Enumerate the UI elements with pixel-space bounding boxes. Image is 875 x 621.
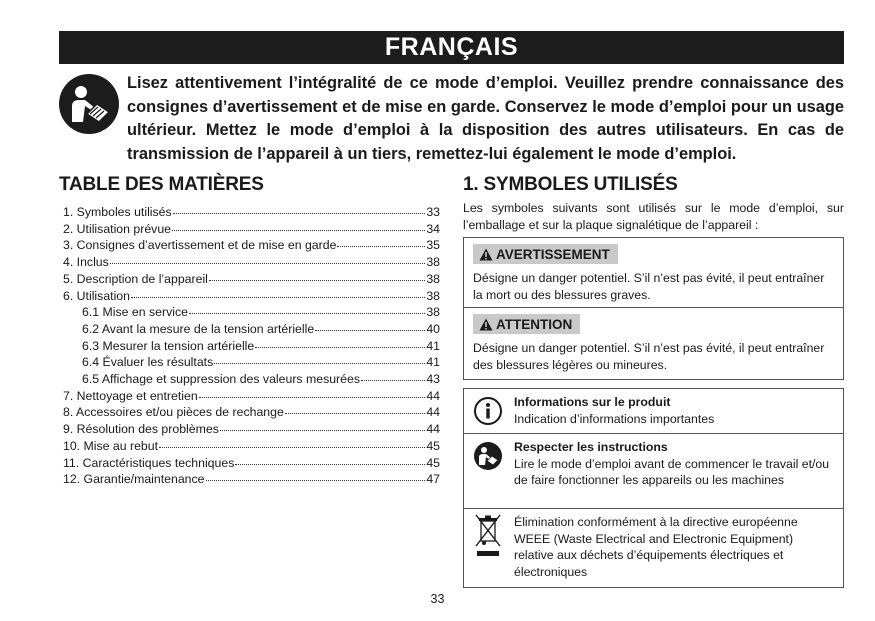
toc-item-title: 7. Nettoyage et entretien — [63, 388, 198, 403]
toc-item-page: 34 — [426, 221, 440, 236]
symbol-row — [464, 509, 843, 587]
warning-label — [473, 244, 618, 264]
symbol-text — [514, 439, 834, 489]
toc-item — [63, 388, 440, 405]
toc-item-title: 3. Consignes d’avertissement et de mise en garde — [63, 238, 337, 253]
toc-leader-dots — [214, 353, 425, 364]
toc-leader-dots — [199, 387, 426, 398]
toc-leader-dots — [110, 253, 426, 264]
toc-item — [63, 371, 440, 388]
toc-leader-dots — [285, 403, 426, 414]
toc-item — [63, 354, 440, 371]
toc-item-page: 33 — [426, 205, 440, 219]
toc-item — [63, 471, 440, 488]
toc-item-page: 41 — [426, 355, 440, 370]
toc-item-title: 8. Accessoires et/ou pièces de rechange — [63, 405, 284, 420]
toc-item — [63, 421, 440, 438]
toc-leader-dots — [361, 370, 425, 381]
toc-item-title: 1. Symboles utilisés — [63, 205, 172, 219]
symbol-description: Élimination conformément à la directive européenne WEEE (Waste Electrical and Electronic Equipment) relative aux déchets d’équipements électriques et électroniques — [514, 515, 798, 579]
read-instructions-icon — [473, 441, 503, 471]
toc-item-page: 38 — [426, 288, 440, 303]
symbols-intro: Les symboles suivants sont utilisés sur le mode d’emploi, sur l’emballage et sur la plaque signalétique de l’appareil : — [463, 201, 844, 232]
toc-item-page: 44 — [426, 388, 440, 403]
symbol-title: Informations sur le produit — [514, 395, 671, 409]
toc-item-title: 9. Résolution des problèmes — [63, 422, 219, 437]
toc-leader-dots — [337, 236, 425, 247]
toc-leader-dots — [189, 303, 425, 314]
toc-item-title: 4. Inclus — [63, 255, 109, 270]
toc-leader-dots — [255, 337, 425, 348]
toc-leader-dots — [209, 270, 425, 281]
warning-label-text: AVERTISSEMENT — [496, 246, 610, 262]
toc-item-title: 6.5 Affichage et suppression des valeurs mesurées — [82, 372, 360, 387]
toc-item-page: 38 — [426, 305, 440, 320]
warning-triangle-icon — [479, 248, 493, 261]
toc-item — [63, 288, 440, 305]
warning-triangle-icon — [479, 318, 493, 331]
toc-item — [63, 321, 440, 338]
toc-item-page: 47 — [426, 472, 440, 487]
toc-leader-dots — [235, 454, 425, 465]
read-manual-icon — [59, 74, 119, 134]
symbol-title: Respecter les instructions — [514, 440, 668, 454]
toc-item — [63, 254, 440, 271]
toc-item-title: 6. Utilisation — [63, 288, 130, 303]
caution-label — [473, 314, 580, 334]
symbol-row — [464, 434, 843, 509]
toc-item-title: 6.1 Mise en service — [82, 305, 188, 320]
toc-item — [63, 221, 440, 238]
language-banner — [59, 31, 844, 64]
toc-leader-dots — [206, 470, 426, 481]
toc-leader-dots — [315, 320, 425, 331]
page-number: 33 — [430, 592, 445, 606]
toc-leader-dots — [172, 220, 425, 231]
toc-leader-dots — [173, 203, 426, 214]
toc-item — [63, 304, 440, 321]
toc-item-title: 12. Garantie/maintenance — [63, 472, 205, 487]
table-of-contents — [63, 204, 440, 488]
caution-label-text: ATTENTION — [496, 316, 573, 332]
toc-item — [63, 338, 440, 355]
symbol-text — [514, 394, 834, 427]
toc-item-page: 44 — [426, 422, 440, 437]
toc-item-page: 41 — [426, 338, 440, 353]
toc-item — [63, 455, 440, 472]
toc-item-title: 6.2 Avant la mesure de la tension artérielle — [82, 321, 315, 336]
info-icon — [473, 396, 503, 426]
symbol-text — [514, 514, 834, 580]
toc-item-title: 10. Mise au rebut — [63, 438, 159, 453]
banner-title: FRANÇAIS — [384, 33, 519, 61]
intro-text: Lisez attentivement l’intégralité de ce mode d’emploi. Veuillez prendre connaissance des consignes d’avertissement et de mise en garde. Conservez le mode d’emploi pour un usage ultérieur. Mettez le mode d’emploi à la disposition des autres utilisateurs. En cas de transmission de l’appareil à un tiers, remettez-lui également le mode d’emploi. — [127, 74, 844, 163]
toc-item-title: 6.4 Évaluer les résultats — [82, 355, 214, 370]
toc-item — [63, 271, 440, 288]
toc-leader-dots — [220, 420, 425, 431]
toc-item-page: 45 — [426, 438, 440, 453]
toc-item-page: 38 — [426, 271, 440, 286]
symbols-heading: 1. SYMBOLES UTILISÉS — [463, 174, 678, 195]
symbol-row — [464, 389, 843, 434]
toc-item-page: 44 — [426, 405, 440, 420]
caution-box — [463, 307, 844, 380]
toc-item-title: 11. Caractéristiques techniques — [63, 455, 235, 470]
caution-description: Désigne un danger potentiel. S’il n’est pas évité, il peut entraîner des blessures légères ou mineures. — [473, 341, 825, 372]
toc-item-page: 35 — [426, 238, 440, 253]
toc-item — [63, 237, 440, 254]
symbols-table — [463, 388, 844, 588]
warning-box — [463, 237, 844, 310]
warning-description: Désigne un danger potentiel. S’il n’est pas évité, il peut entraîner la mort ou des blessures graves. — [473, 271, 825, 302]
toc-item-page: 43 — [426, 372, 440, 387]
toc-item — [63, 204, 440, 221]
toc-item-title: 5. Description de l’appareil — [63, 271, 208, 286]
toc-heading: TABLE DES MATIÈRES — [59, 174, 264, 195]
toc-item-page: 45 — [426, 455, 440, 470]
toc-item — [63, 438, 440, 455]
toc-item — [63, 404, 440, 421]
toc-item-title: 6.3 Mesurer la tension artérielle — [82, 338, 255, 353]
toc-leader-dots — [159, 437, 425, 448]
symbol-description: Indication d’informations importantes — [514, 411, 715, 426]
symbol-description: Lire le mode d’emploi avant de commencer le travail et/ou de faire fonctionner les appareils ou les machines — [514, 456, 830, 487]
toc-item-title: 2. Utilisation prévue — [63, 221, 171, 236]
weee-bin-icon — [473, 513, 503, 557]
toc-item-page: 38 — [426, 255, 440, 270]
toc-leader-dots — [131, 287, 425, 298]
toc-item-page: 40 — [426, 321, 440, 336]
